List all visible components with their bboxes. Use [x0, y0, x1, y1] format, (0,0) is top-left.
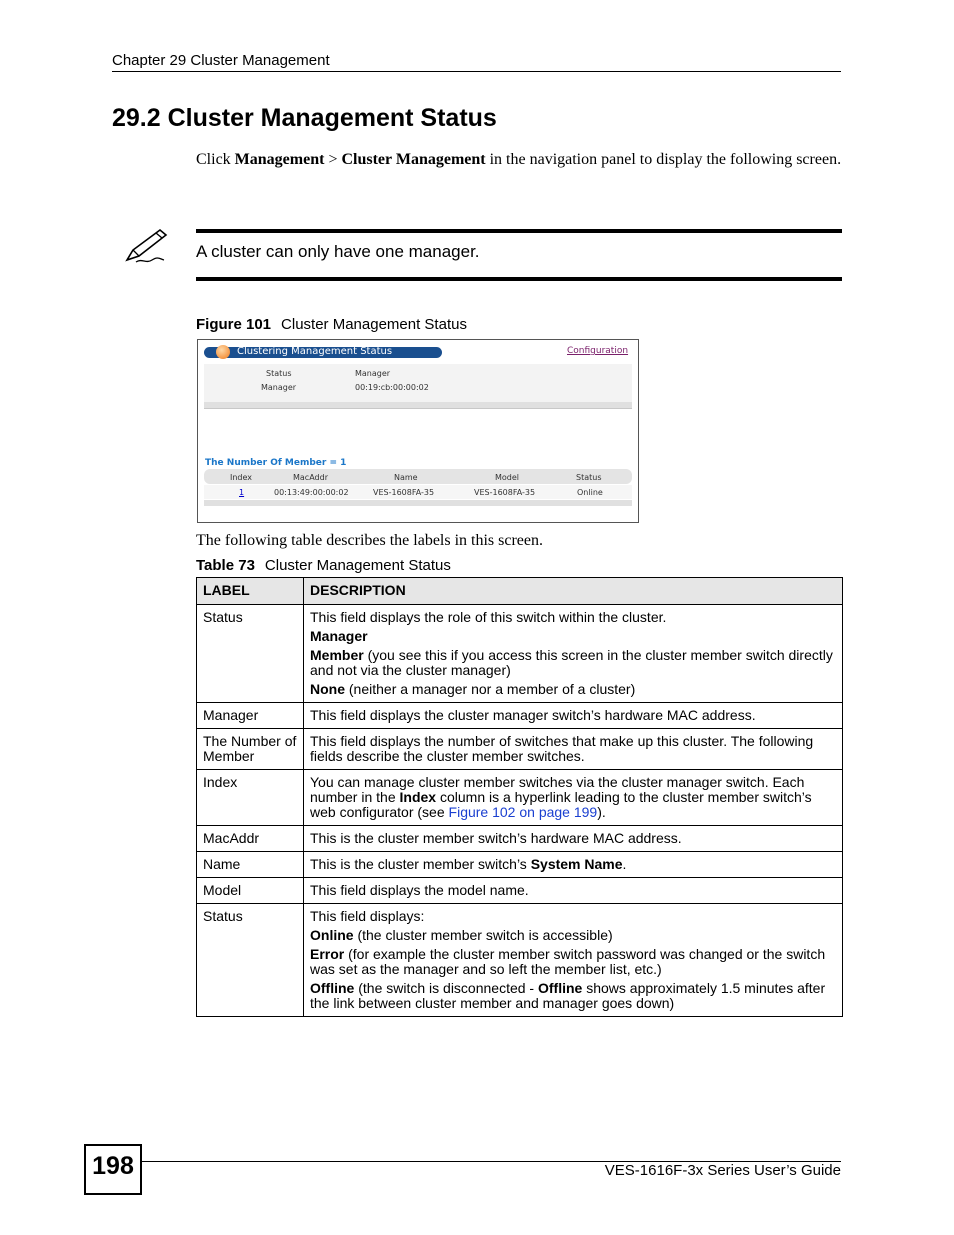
row-description: This is the cluster member switch’s hardware MAC address.	[304, 826, 843, 852]
desc-text: (the cluster member switch is accessible)	[353, 927, 613, 943]
row-description	[304, 904, 843, 1017]
desc-text: (you see this if you access this screen in the cluster member switch directly and not via the cluster manager)	[310, 647, 833, 678]
table-row	[197, 770, 843, 826]
row-description: This field displays the model name.	[304, 878, 843, 904]
description-table	[196, 577, 843, 1017]
note-top-rule	[196, 229, 842, 233]
row-label: Status	[197, 605, 304, 703]
member-model: VES-1608FA-35	[474, 488, 536, 497]
section-title: 29.2 Cluster Management Status	[112, 104, 497, 132]
intro-sep: >	[324, 151, 342, 168]
desc-bold: Member	[310, 647, 364, 663]
table-intro: The following table describes the labels in this screen.	[196, 532, 544, 549]
desc-bold: Offline	[537, 980, 583, 996]
table-row	[197, 605, 843, 703]
desc-bold: Error	[310, 946, 345, 962]
row-label: MacAddr	[197, 826, 304, 852]
table-row	[197, 852, 843, 878]
col-index: Index	[230, 473, 253, 482]
desc-line	[310, 629, 836, 644]
desc-text: (for example the cluster member switch password was changed or the switch was set as the manager and so left the member list, etc.)	[310, 946, 826, 977]
col-macaddr: MacAddr	[293, 473, 328, 482]
intro-cluster-management: Cluster Management	[341, 151, 486, 168]
member-macaddr: 00:13:49:00:00:02	[274, 488, 349, 497]
member-table-footer	[204, 500, 632, 506]
figure-screenshot	[197, 339, 639, 523]
desc-line	[310, 981, 836, 1011]
row-label: Manager	[197, 703, 304, 729]
desc-text: ).	[597, 804, 606, 820]
guide-title: VES-1616F-3x Series User’s Guide	[604, 1162, 841, 1179]
orb-icon	[216, 345, 230, 359]
desc-line: This field displays the role of this switch within the cluster.	[310, 609, 667, 625]
table-row	[197, 703, 843, 729]
row-label: Model	[197, 878, 304, 904]
desc-bold: Online	[310, 927, 354, 943]
table-caption-text: Cluster Management Status	[264, 557, 451, 574]
desc-line	[310, 947, 836, 977]
manager-label: Manager	[261, 383, 297, 392]
row-description: This field displays the number of switches that make up this cluster. The following fields describe the cluster member switches.	[304, 729, 843, 770]
desc-line	[310, 648, 836, 678]
intro-rest: in the navigation panel to display the following screen.	[485, 151, 842, 168]
row-description	[304, 605, 843, 703]
desc-bold: None	[310, 681, 345, 697]
desc-bold: System Name	[530, 856, 623, 872]
figure-ui-title: Clustering Management Status	[237, 346, 393, 357]
manager-value: 00:19:cb:00:00:02	[355, 383, 429, 392]
desc-line	[310, 682, 836, 697]
member-name: VES-1608FA-35	[373, 488, 435, 497]
table-label: Table 73	[196, 557, 255, 574]
status-value: Manager	[355, 369, 391, 378]
table-row	[197, 729, 843, 770]
member-index-link[interactable]: 1	[239, 488, 245, 497]
intro-click: Click	[196, 151, 235, 168]
row-description: This field displays the cluster manager switch’s hardware MAC address.	[304, 703, 843, 729]
desc-text: column is a hyperlink leading to the cluster member switch’s web configurator (see	[310, 789, 812, 820]
figure-label: Figure 101	[196, 316, 272, 333]
row-description	[304, 852, 843, 878]
desc-text: (neither a manager nor a member of a cluster)	[345, 681, 636, 697]
member-count: The Number Of Member = 1	[205, 458, 347, 468]
configuration-link[interactable]: Configuration	[567, 346, 629, 356]
desc-bold: Index	[399, 789, 437, 805]
row-label: The Number of Member	[197, 729, 304, 770]
row-label: Status	[197, 904, 304, 1017]
figure-caption	[196, 316, 467, 333]
figure-divider	[204, 408, 632, 409]
intro-paragraph	[196, 149, 846, 170]
table-row	[197, 826, 843, 852]
table-header-row	[197, 578, 843, 605]
status-label: Status	[266, 369, 292, 378]
note-bottom-rule	[196, 277, 842, 281]
table-row	[197, 878, 843, 904]
desc-text: (the switch is disconnected -	[354, 980, 538, 996]
col-name: Name	[394, 473, 418, 482]
row-description	[304, 770, 843, 826]
col-status: Status	[576, 473, 602, 482]
note-pencil-icon	[124, 226, 174, 264]
desc-text: shows approximately 1.5 minutes after the link between cluster member and manager goes down)	[310, 980, 826, 1011]
header-divider	[112, 71, 841, 72]
figure-reference-link[interactable]: Figure 102 on page 199	[448, 804, 598, 820]
note-text: A cluster can only have one manager.	[196, 242, 480, 261]
col-model: Model	[495, 473, 520, 482]
header-label: LABEL	[197, 578, 304, 605]
desc-line: This field displays:	[310, 908, 425, 924]
member-status: Online	[577, 488, 603, 497]
desc-text: .	[622, 856, 627, 872]
desc-line	[310, 928, 836, 943]
intro-management: Management	[234, 151, 325, 168]
table-caption	[196, 557, 451, 574]
page-number: 198	[92, 1152, 134, 1180]
desc-text: This is the cluster member switch’s	[310, 856, 531, 872]
desc-text: You can manage cluster member switches via the cluster manager switch. Each number in the	[310, 774, 805, 805]
header-description: DESCRIPTION	[304, 578, 843, 605]
desc-bold: Offline	[310, 980, 355, 996]
row-label: Name	[197, 852, 304, 878]
row-label: Index	[197, 770, 304, 826]
chapter-header: Chapter 29 Cluster Management	[112, 52, 330, 69]
figure-caption-text: Cluster Management Status	[281, 316, 467, 333]
desc-bold: Manager	[310, 628, 368, 644]
table-row	[197, 904, 843, 1017]
member-table-header	[204, 469, 632, 484]
